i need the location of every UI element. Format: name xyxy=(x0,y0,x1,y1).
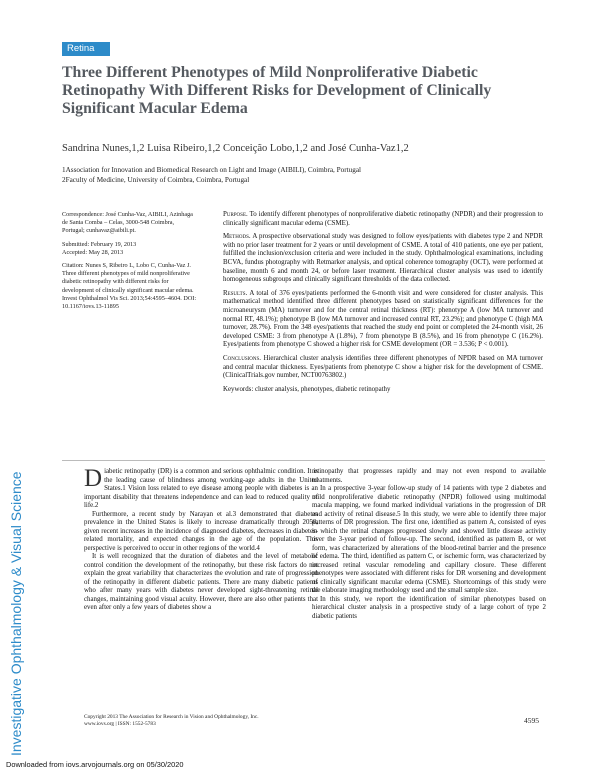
methods-text: A prospective observational study was designed to follow eyes/patients with diabetes type 2 and NPDR with no prior laser treatment for 2 years or until development of CSME. A total of 410 patients, one eye per patient, fulfilled the inclusion/exclusion criteria and were included in the study. Ophthalmological examinations, including BCVA, fundus photography with Retmarker analysis, and optical coherence tomography (OCT), were performed at baseline, month 6 and month 24, or before laser treatment. Hierarchical cluster analysis was used to identify homogeneous subgroups and clinically significant thresholds of the data collected. xyxy=(223,233,543,284)
dates xyxy=(62,241,197,257)
keywords: Keywords: cluster analysis, phenotypes, diabetic retinopathy xyxy=(223,385,391,393)
abstract-methods xyxy=(223,233,543,285)
divider xyxy=(62,460,545,461)
results-text: A total of 376 eyes/patients performed the 6-month visit and were considered for cluster analysis. This mathematical method identified three different phenotypes based on statistically significant differences for the microaneurysm (MA) turnover and for the central retinal thickness (RT): phenotype A (low MA turnover and normal RT, 48.1%); phenotype B (low MA turnover and increased central RT, 23.2%); and phenotype C (high MA turnover, 28.7%). From the 348 eyes/patients that reached the study end point or completed the 24-month visit, 26 developed CSME: 3 from phenotype A (1.8%), 7 from phenotype B (8.5%), and 16 from phenotype C (16.2%). Eyes/patients from phenotype C showed a higher risk for CSME development (OR = 3.536; P < 0.001). xyxy=(223,289,543,349)
correspondence: Correspondence: José Cunha-Vaz, AIBILI, Azinhaga de Santa Comba – Celas, 3000-548 Coimbra, Portugal; cunhavaz@aibili.pt. xyxy=(62,211,193,235)
results-label: Results. xyxy=(223,289,248,297)
paragraph: In a prospective 3-year follow-up study of 14 patients with type 2 diabetes and mild nonproliferative diabetic retinopathy (NPDR) followed using multimodal macula mapping, we found marked individual variations in the progression of DR and activity of retinal disease.5 In this study, we were able to identify three major patterns of DR progression. The first one, identified as pattern A, consisted of eyes in which the retinal changes progressed slowly and showed little disease activity over the 3-year period of follow-up. The second, identified as pattern B, or wet form, was characterized by alterations of the blood-retinal barrier and the presence of edema. The third, identified as pattern C, or ischemic form, was characterized by increased retinal vascular remodeling and capillary closure. These different phenotypes were associated with different risks for DR worsening and development of clinically significant macular edema (CSME). Shortcomings of this study were the elaborate imaging methodology used and the small sample size. xyxy=(312,485,546,594)
accepted-date: Accepted: May 28, 2013 xyxy=(62,248,124,256)
paragraph: Furthermore, a recent study by Narayan et al.3 demonstrated that diabetes prevalence in the United States is likely to increase dramatically through 2050, given recent increases in the incidence of diagnosed diabetes, decreases in diabetes-related mortality, and expected changes in the age of the population. This perspective is perceived to occur in other regions of the world.4 xyxy=(84,510,318,552)
conclusions-text: Hierarchical cluster analysis identifies three different phenotypes of NPDR based on MA turnover and central macular thickness. Eyes/patients from phenotype C show a higher risk for the development of CSME. (ClinicalTrials.gov number, NCT00763802.) xyxy=(223,354,543,380)
abstract-results xyxy=(223,290,543,350)
paragraph: It is well recognized that the duration of diabetes and the level of metabolic control condition the development of the retinopathy, but these risk factors do not explain the great variability that characterizes the evolution and rate of progression of the retinopathy in different diabetic patients. There are many diabetic patients who after many years with diabetes never developed sight-threatening retinal changes, maintaining good visual acuity. However, there are also other patients that even after only a few years of diabetes show a xyxy=(84,553,318,611)
journal-sidebar xyxy=(8,186,36,756)
abstract-conclusions xyxy=(223,355,543,381)
paragraph-text: iabetic retinopathy (DR) is a common and serious ophthalmic condition. It is the leading cause of blindness among working-age adults in the United States.1 Vision loss related to eye disease among people with diabetes is an important disability that threatens independence and can lead to reduced quality of life.2 xyxy=(84,468,318,509)
body-column-1 xyxy=(84,465,318,613)
conclusions-label: Conclusions. xyxy=(223,354,261,362)
drop-cap: D xyxy=(84,465,103,492)
purpose-label: Purpose. xyxy=(223,211,248,218)
section-tag: Retina xyxy=(62,42,110,56)
author-list: Sandrina Nunes,1,2 Luisa Ribeiro,1,2 Conceição Lobo,1,2 and José Cunha-Vaz1,2 xyxy=(62,143,409,154)
article-title: Three Different Phenotypes of Mild Nonproliferative Diabetic Retinopathy With Different Risks for Development of Clinically Significant Macular Edema xyxy=(62,64,492,117)
footer-copyright xyxy=(84,714,259,729)
page-number: 4595 xyxy=(524,716,539,725)
paragraph: In this study, we report the identification of similar phenotypes based on hierarchical cluster analysis in a prospective study of a large cohort of type 2 diabetic patients xyxy=(312,595,546,620)
affiliations xyxy=(62,166,361,185)
abstract xyxy=(223,211,543,399)
paragraph xyxy=(84,465,318,511)
affiliation-1: 1Association for Innovation and Biomedical Research on Light and Image (AIBILI), Coimbra, Portugal xyxy=(62,166,362,174)
journal-url: www.iovs.org | ISSN: 1552-5783 xyxy=(84,721,156,728)
article-info xyxy=(62,211,197,316)
download-note: Downloaded from iovs.arvojournals.org on 05/30/2020 xyxy=(6,760,184,769)
purpose-text: To identify different phenotypes of nonproliferative diabetic retinopathy (NPDR) and their progression to clinically significant macular edema (CSME). xyxy=(223,211,543,227)
journal-name: Investigative Ophthalmology & Visual Science xyxy=(8,471,24,756)
submitted-date: Submitted: February 19, 2013 xyxy=(62,240,137,248)
paragraph: retinopathy that progresses rapidly and may not even respond to available treatments. xyxy=(312,468,546,484)
body-column-2 xyxy=(312,468,546,621)
citation: Citation: Nunes S, Ribeiro L, Lobo C, Cunha-Vaz J. Three different phenotypes of mild nonproliferative diabetic retinopathy with different risks for development of clinically significant macular edema. Invest Ophthalmol Vis Sci. 2013;54:4595–4604. DOI: 10.1167/iovs.13-11895 xyxy=(62,262,197,311)
affiliation-2: 2Faculty of Medicine, University of Coimbra, Coimbra, Portugal xyxy=(62,175,250,184)
methods-label: Methods. xyxy=(223,233,251,241)
abstract-purpose xyxy=(223,211,543,228)
copyright-line: Copyright 2013 The Association for Research in Vision and Ophthalmology, Inc. xyxy=(84,714,259,720)
